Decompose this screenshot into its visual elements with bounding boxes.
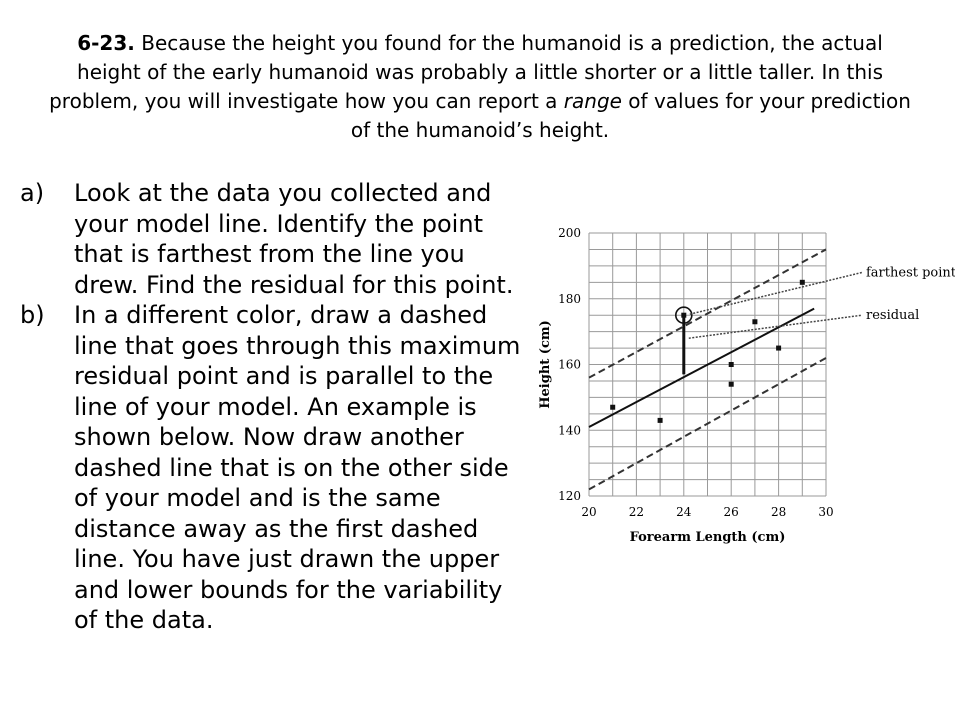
part-a-text: Look at the data you collected and your model line. Identify the point that is farthest from the line you drew. Find the residual for this point. bbox=[74, 179, 514, 299]
x-tick-label: 22 bbox=[628, 505, 645, 519]
farthest-point-arrow bbox=[690, 272, 862, 314]
data-point bbox=[729, 362, 734, 367]
x-tick-label: 24 bbox=[676, 505, 692, 519]
problem-text-2: of values for your prediction of the humanoid’s height. bbox=[350, 89, 911, 142]
y-axis-label: Height (cm) bbox=[538, 320, 553, 409]
x-axis-label: Forearm Length (cm) bbox=[629, 530, 786, 545]
part-b bbox=[20, 300, 525, 636]
y-tick-label: 160 bbox=[558, 357, 581, 372]
x-tick-label: 20 bbox=[581, 505, 597, 519]
y-tick-label: 200 bbox=[558, 226, 581, 240]
data-point bbox=[681, 313, 686, 318]
problem-statement bbox=[48, 29, 912, 145]
problem-parts bbox=[20, 178, 525, 636]
data-point bbox=[658, 418, 663, 423]
y-tick-label: 140 bbox=[558, 423, 581, 438]
y-tick-label: 180 bbox=[558, 291, 581, 306]
x-tick-label: 30 bbox=[818, 505, 834, 519]
data-point bbox=[729, 382, 734, 387]
data-point bbox=[776, 346, 781, 351]
part-b-marker: b) bbox=[20, 301, 45, 329]
x-tick-label: 26 bbox=[723, 505, 739, 519]
data-point bbox=[800, 280, 805, 285]
problem-number: 6-23. bbox=[77, 31, 135, 55]
part-b-text: In a different color, draw a dashed line that goes through this maximum residual point and is parallel to the line of your model. An example is shown below. Now draw another dashed line that is on the other side of your model and is the same distance away as the first dashed line. You have just drawn the upper and lower bounds for the variability of the data. bbox=[74, 301, 521, 634]
data-point bbox=[610, 405, 615, 410]
problem-emphasis: range bbox=[563, 89, 622, 113]
farthest-point-label: farthest point bbox=[866, 265, 955, 281]
part-a-marker: a) bbox=[20, 179, 45, 207]
chart-annotations bbox=[676, 265, 955, 338]
chart-axes bbox=[538, 226, 834, 545]
data-point bbox=[752, 319, 757, 324]
y-tick-label: 120 bbox=[558, 489, 581, 503]
scatter-plot bbox=[525, 200, 955, 560]
residual-label: residual bbox=[866, 308, 920, 324]
x-tick-label: 28 bbox=[770, 505, 787, 519]
residual-arrow bbox=[689, 315, 862, 338]
part-a bbox=[20, 178, 525, 300]
chart-svg bbox=[525, 200, 955, 560]
problem-text-1: Because the height you found for the humanoid is a prediction, the actual height of the early humanoid was probably a little shorter or a little taller. In this problem, you will investigate how you can report a bbox=[49, 31, 883, 113]
